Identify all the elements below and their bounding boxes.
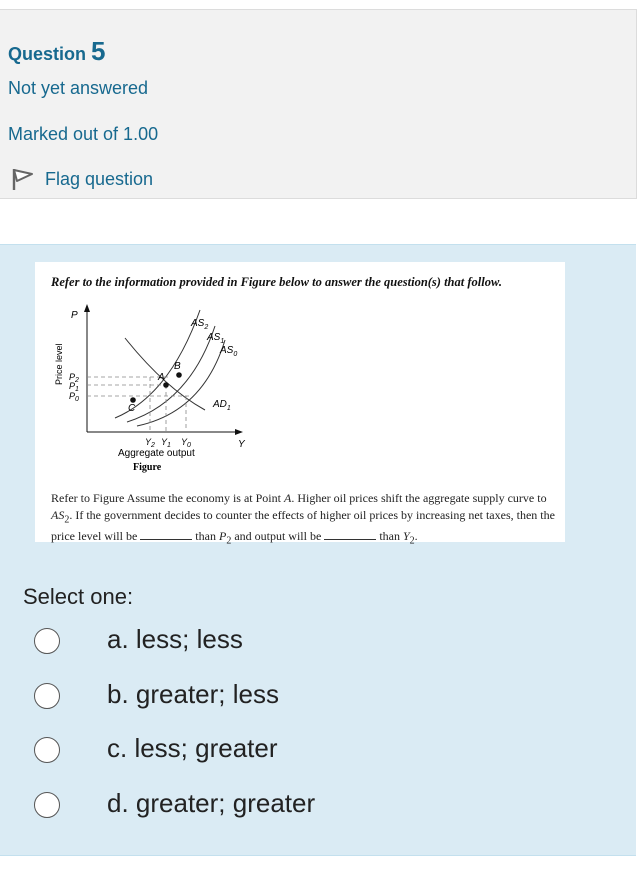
as0-label: $AS_0$ bbox=[220, 345, 238, 358]
option-b-label: b. greater; less bbox=[107, 679, 279, 709]
question-text: Refer to Figure Assume the economy is at Point A. Higher oil prices shift the aggregate supply curve to $AS_2$. If the government decides to counter the effects of higher oil prices by increasing net taxes, then the price level will be than $P_2$ and output will be than $Y_2$. bbox=[51, 491, 555, 547]
flag-question-button[interactable] bbox=[10, 166, 153, 192]
option-d[interactable] bbox=[34, 788, 316, 818]
y2-tick: $Y_2$ bbox=[145, 437, 155, 449]
blank-1 bbox=[140, 529, 192, 540]
select-one-label: Select one: bbox=[23, 584, 134, 609]
as1-label: $AS_1$ bbox=[207, 332, 225, 345]
figure-caption: Figure bbox=[133, 462, 162, 473]
flag-icon bbox=[10, 166, 36, 192]
aggregate-output-label: Aggregate output bbox=[118, 448, 195, 459]
axis-p-label: P bbox=[71, 310, 78, 321]
y0-tick: $Y_0$ bbox=[181, 437, 191, 449]
p2-tick: $P_2$ bbox=[69, 372, 79, 384]
price-level-label: Price level bbox=[54, 343, 64, 385]
axis-y-label: Y bbox=[238, 439, 245, 450]
figure-intro: Refer to the information provided in Figure below to answer the question(s) that follow. bbox=[51, 275, 502, 289]
blank-2 bbox=[324, 529, 376, 540]
point-a bbox=[163, 382, 169, 388]
option-a-label: a. less; less bbox=[107, 624, 243, 654]
radio-c[interactable] bbox=[34, 737, 60, 763]
ad1-label: $AD_1$ bbox=[213, 399, 231, 412]
option-a[interactable] bbox=[34, 624, 243, 654]
question-label: Question 5 bbox=[8, 36, 106, 66]
as1-curve bbox=[127, 326, 215, 422]
point-c bbox=[130, 397, 136, 403]
p1-tick: $P_1$ bbox=[69, 381, 79, 393]
as2-label: $AS_2$ bbox=[191, 318, 209, 331]
radio-d[interactable] bbox=[34, 792, 60, 818]
as-ad-diagram bbox=[45, 300, 265, 480]
question-content bbox=[0, 244, 636, 856]
point-b bbox=[176, 372, 182, 378]
price-axis-arrow bbox=[84, 304, 90, 312]
point-b-label: B bbox=[174, 361, 181, 372]
option-b[interactable] bbox=[34, 679, 279, 709]
answer-status: Not yet answered bbox=[8, 78, 149, 98]
question-number: 5 bbox=[91, 36, 106, 66]
radio-a[interactable] bbox=[34, 628, 60, 654]
point-c-label: C bbox=[128, 403, 136, 414]
marks-text: Marked out of 1.00 bbox=[8, 124, 159, 144]
option-c-label: c. less; greater bbox=[107, 733, 278, 763]
option-c[interactable] bbox=[34, 733, 278, 763]
point-a-label: A bbox=[158, 372, 165, 383]
output-axis-arrow bbox=[235, 429, 243, 435]
option-d-label: d. greater; greater bbox=[107, 788, 316, 818]
question-info-panel bbox=[0, 9, 637, 199]
y1-tick: $Y_1$ bbox=[161, 437, 171, 449]
radio-b[interactable] bbox=[34, 683, 60, 709]
question-figure bbox=[35, 262, 565, 547]
ad1-curve bbox=[125, 338, 205, 410]
flag-question-label: Flag question bbox=[45, 168, 154, 189]
p0-tick: $P_0$ bbox=[69, 391, 79, 403]
